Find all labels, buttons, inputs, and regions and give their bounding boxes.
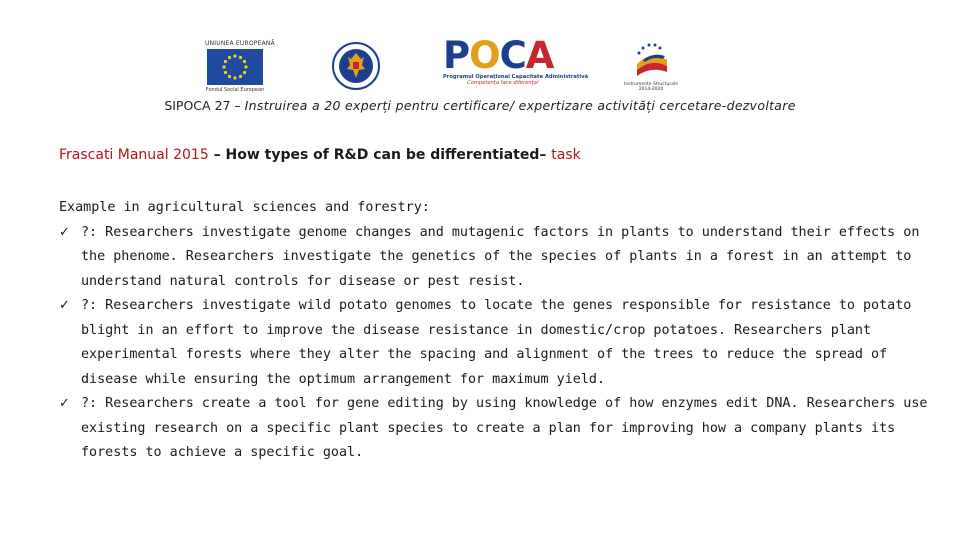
poca-letter-a: A — [525, 34, 554, 77]
poca-tagline: Competenţa face diferenţa! — [466, 80, 540, 86]
structural-funds-caption-1: Instrumente Structurale — [624, 82, 678, 87]
list-item — [59, 392, 939, 466]
poca-wordmark — [443, 34, 563, 77]
title-task: task — [551, 147, 581, 163]
poca-letter-c: C — [499, 34, 526, 77]
checkmark-icon: ✓ — [59, 396, 70, 411]
eu-flag-icon — [207, 49, 263, 85]
slide-title — [59, 147, 939, 163]
structural-funds-caption-2: 2014-2020 — [638, 87, 664, 92]
list-item — [59, 294, 939, 392]
poca-logo — [443, 34, 588, 96]
project-title: Instruirea a 20 experți pentru certificare/ expertizare activități cercetare-dezvoltare — [244, 98, 796, 113]
list-item-text: ?: Researchers investigate genome changes and mutagenic factors in plants to understand their effects on the phenome. Researchers investigate the genetics of the species of plants in a forest in an attempt to understand natural controls for disease or pest resist. — [81, 224, 920, 289]
title-topic: – How types of R&D can be differentiated– — [208, 147, 552, 163]
government-logo — [331, 41, 381, 91]
poca-letter-o: O — [469, 34, 500, 77]
example-list — [59, 221, 939, 466]
eu-stars-icon — [207, 49, 263, 85]
structural-funds-logo — [623, 40, 679, 94]
list-item-text: ?: Researchers create a tool for gene editing by using knowledge of how enzymes edit DNA. Researchers use existing research on a specific plant species to create a plan for improving how a company plants its forests to achieve a specific goal. — [81, 396, 928, 460]
slide-content — [59, 196, 939, 466]
checkmark-icon: ✓ — [59, 224, 70, 240]
romanian-government-seal-icon — [331, 41, 381, 91]
eu-logo — [205, 40, 275, 94]
list-item — [59, 221, 939, 295]
logo-bar — [0, 34, 960, 98]
poca-letter-p: P — [443, 34, 470, 77]
eu-logo-top-text: UNIUNEA EUROPEANĂ — [205, 40, 275, 47]
list-item-text: ?: Researchers investigate wild potato genomes to locate the genes responsible for resistance to potato blight in an effort to improve the disease resistance in domestic/crop potatoes. Researchers plant experimental forests where they alter the spacing and alignment of the trees to reduce the spread of disease while ensuring the optimum arrangement for maximum yield. — [81, 298, 912, 387]
title-manual: Frascati Manual 2015 — [59, 147, 209, 163]
structural-funds-star-icon — [623, 40, 679, 78]
poca-subtitle: Programul Operaţional Capacitate Administrativă — [443, 74, 588, 80]
checkmark-icon: ✓ — [59, 298, 70, 313]
project-header — [0, 98, 960, 113]
intro-text: Example in agricultural sciences and forestry: — [59, 200, 430, 215]
eu-logo-bottom-text: Fondul Social European — [205, 87, 265, 93]
project-code: SIPOCA 27 – — [164, 98, 245, 113]
